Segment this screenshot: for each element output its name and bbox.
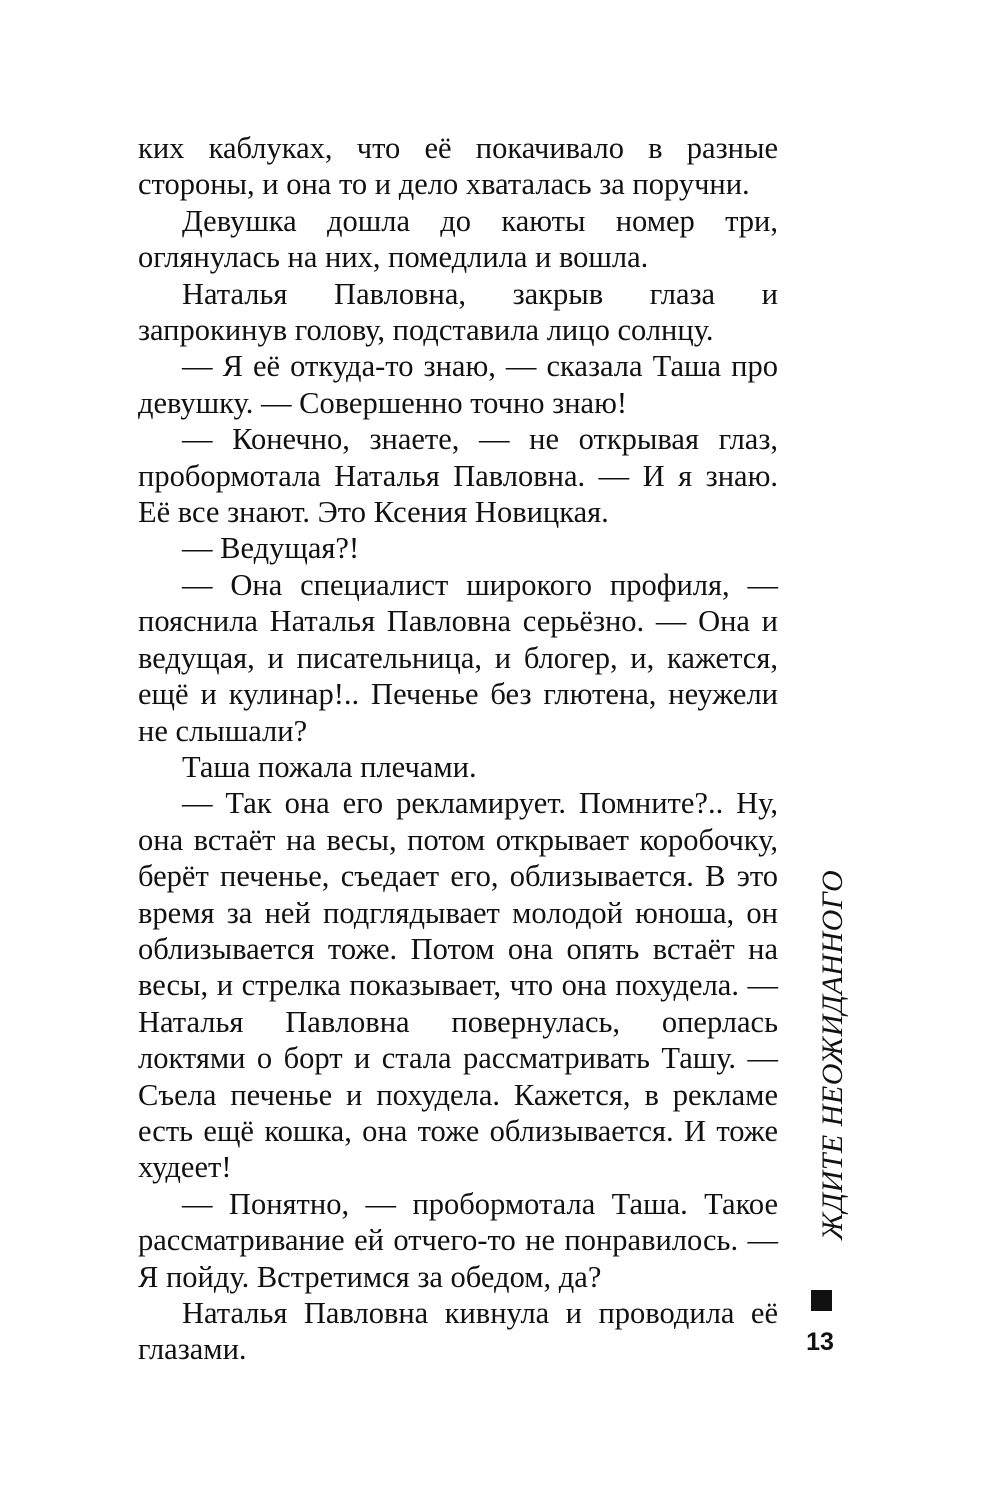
- page-body-text: [138, 130, 778, 1368]
- running-title: ЖДИТЕ НЕОЖИДАННОГО: [816, 869, 849, 1240]
- page-number: 13: [806, 1328, 834, 1356]
- paragraph-2: Девушка дошла до каюты номер три, оглянулась на них, помедлила и вошла.: [138, 203, 778, 275]
- paragraph-11: Наталья Павловна кивнула и проводила её глазами.: [138, 1296, 778, 1367]
- paragraph-7: — Она специалист широкого профиля, — пояснила Наталья Павловна серьёзно. — Она и ведущая, и писательница, и блогер, и, кажется, ещё и кулинар!.. Печенье без глютена, неужели не слышали?: [138, 567, 778, 748]
- paragraph-5: — Конечно, знаете, — не открывая глаз, пробормотала Наталья Павловна. — И я знаю. Её все знают. Это Ксения Новицкая.: [138, 422, 778, 530]
- paragraph-1: ких каблуках, что её покачивало в разные стороны, и она то и дело хваталась за поручни.: [138, 131, 778, 202]
- paragraph-10: — Понятно, — пробормотала Таша. Такое рассматривание ей отчего-то не понравилось. — Я пойду. Встретимся за обедом, да?: [138, 1186, 778, 1294]
- paragraph-6: — Ведущая?!: [182, 531, 360, 566]
- paragraph-3: Наталья Павловна, закрыв глаза и запрокинув голову, подставила лицо солнцу.: [138, 276, 778, 348]
- paragraph-9: — Так она его рекламирует. Помните?.. Ну, она встаёт на весы, потом открывает коробочку, берёт печенье, съедает его, облизывается. В это время за ней подглядывает молодой юноша, он облизывается тоже. Потом она опять встаёт на весы, и стрелка показывает, что она похудела. — Наталья Павловна повернулась, оперлась локтями о борт и стала рассматривать Ташу. — Съела печенье и похудела. Кажется, в рекламе есть ещё кошка, она тоже облизывается. И тоже худеет!: [138, 786, 778, 1185]
- square-marker-icon: [811, 1290, 832, 1311]
- paragraph-4: — Я её откуда-то знаю, — сказала Таша про девушку. — Совершенно точно знаю!: [138, 349, 778, 420]
- paragraph-8: Таша пожала плечами.: [182, 749, 477, 784]
